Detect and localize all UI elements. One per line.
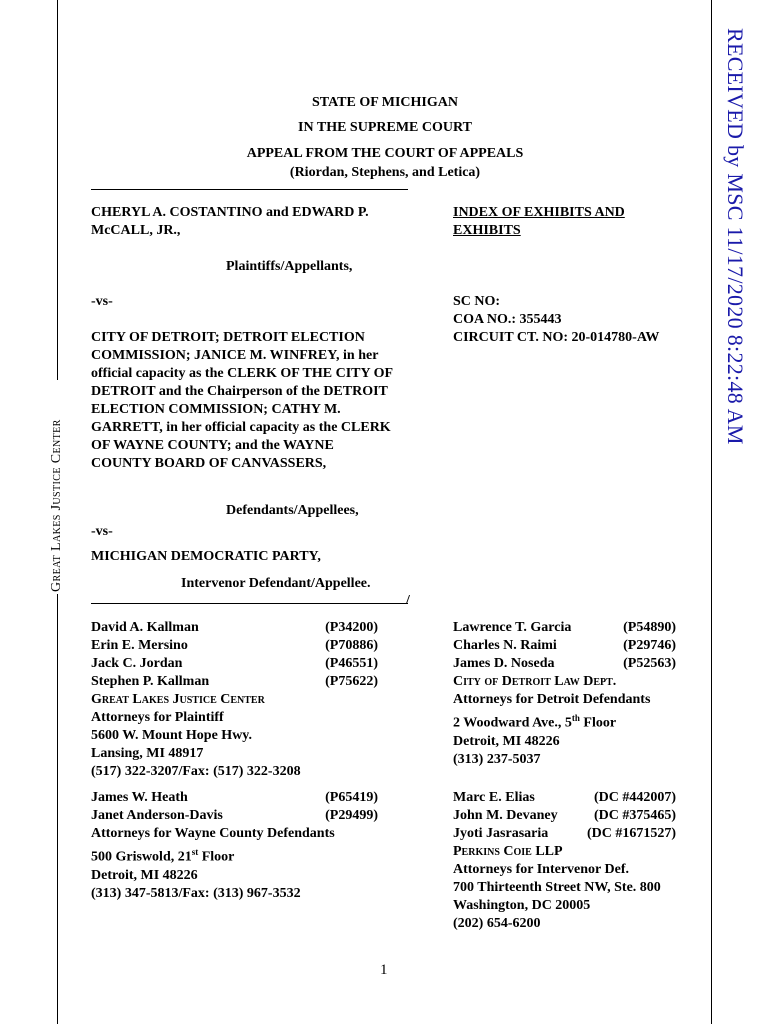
- caption-rule-top: [91, 189, 408, 190]
- attorney-name: Jack C. Jordan: [91, 656, 183, 671]
- address-line-1: 2 Woodward Ave., 5th Floor: [453, 713, 617, 731]
- counsel-block-wayne: [91, 789, 378, 903]
- counsel-role: Attorneys for Detroit Defendants: [453, 692, 651, 707]
- attorney-line: [91, 637, 378, 655]
- sc-no: SC NO:: [453, 294, 501, 309]
- address-line-1: 500 Griswold, 21st Floor: [91, 847, 235, 865]
- phone: (202) 654-6200: [453, 916, 541, 931]
- caption-rule-bottom: [91, 603, 408, 604]
- address-line-1: 5600 W. Mount Hope Hwy.: [91, 728, 253, 743]
- sidebar-firm-name: Great Lakes Justice Center: [49, 419, 64, 592]
- attorney-name: Stephen P. Kallman: [91, 674, 210, 689]
- attorney-line: [453, 789, 676, 807]
- defendants-role: Defendants/Appellees,: [226, 503, 359, 518]
- received-stamp: RECEIVED by MSC 11/17/2020 8:22:48 AM: [723, 28, 748, 445]
- attorney-line: [91, 789, 378, 807]
- counsel-block-plaintiff: [91, 619, 378, 781]
- plaintiffs-role: Plaintiffs/Appellants,: [226, 259, 353, 274]
- phone-fax: (517) 322-3207/Fax: (517) 322-3208: [91, 764, 301, 779]
- bar-number: (P70886): [325, 638, 378, 653]
- page-number: 1: [380, 962, 388, 978]
- bar-number: (P52563): [623, 656, 676, 671]
- phone-fax: (313) 347-5813/Fax: (313) 967-3532: [91, 885, 301, 901]
- counsel-block-intervenor: [453, 789, 676, 933]
- bar-number: (DC #1671527): [586, 826, 676, 841]
- bar-number: (P29499): [325, 808, 378, 823]
- attorney-name: Janet Anderson-Davis: [91, 808, 223, 823]
- attorney-name: Charles N. Raimi: [453, 638, 557, 653]
- bar-number: (DC #375465): [593, 808, 676, 823]
- address-line-1: 700 Thirteenth Street NW, Ste. 800: [453, 880, 661, 895]
- address-line-2: Detroit, MI 48226: [91, 867, 198, 883]
- bar-number: (P75622): [325, 674, 378, 689]
- attorney-line: [453, 619, 676, 637]
- coa-no: COA NO.: 355443: [453, 312, 562, 327]
- panel-judges: (Riordan, Stephens, and Letica): [289, 165, 481, 180]
- attorney-line: [91, 619, 378, 637]
- circuit-no: CIRCUIT CT. NO: 20-014780-AW: [453, 330, 660, 345]
- attorney-name: James D. Noseda: [453, 656, 555, 671]
- caption-slash: /: [406, 593, 410, 608]
- appeal-from: APPEAL FROM THE COURT OF APPEALS: [246, 146, 524, 161]
- vs-1: -vs-: [91, 294, 113, 309]
- intervenor-name: MICHIGAN DEMOCRATIC PARTY,: [91, 549, 321, 564]
- attorney-name: David A. Kallman: [91, 620, 199, 635]
- attorney-name: Erin E. Mersino: [91, 638, 188, 653]
- bar-number: (P34200): [325, 620, 378, 635]
- attorney-line: [453, 825, 676, 843]
- bar-number: (DC #442007): [593, 790, 676, 805]
- attorney-line: [453, 807, 676, 825]
- vs-2: -vs-: [91, 524, 113, 539]
- attorney-line: [91, 673, 378, 691]
- firm-name: Perkins Coie LLP: [453, 844, 563, 859]
- address-line-2: Washington, DC 20005: [453, 898, 591, 913]
- attorney-line: [91, 807, 378, 825]
- attorney-name: Lawrence T. Garcia: [453, 620, 572, 635]
- plaintiffs-names: CHERYL A. COSTANTINO and EDWARD P. McCALL, JR.,: [91, 205, 369, 238]
- firm-name: Great Lakes Justice Center: [91, 692, 265, 707]
- attorney-line: [91, 655, 378, 673]
- bar-number: (P29746): [623, 638, 676, 653]
- attorney-name: John M. Devaney: [453, 808, 558, 823]
- phone: (313) 237-5037: [453, 751, 541, 767]
- intervenor-role: Intervenor Defendant/Appellee.: [181, 576, 371, 591]
- bar-number: (P54890): [623, 620, 676, 635]
- counsel-role: Attorneys for Plaintiff: [91, 710, 224, 725]
- court-state: STATE OF MICHIGAN: [312, 95, 458, 110]
- attorney-line: [453, 637, 676, 655]
- bar-number: (P65419): [325, 790, 378, 805]
- defendants-names: CITY OF DETROIT; DETROIT ELECTION COMMISSION; JANICE M. WINFREY, in her official capacity as the CLERK OF THE CITY OF DETROIT and the Chairperson of the DETROIT ELECTION COMMISSION; CATHY M. GARRETT, in her official capacity as the CLERK OF WAYNE COUNTY; and the WAYNE COUNTY BOARD OF CANVASSERS,: [91, 330, 393, 471]
- counsel-block-detroit: [453, 619, 676, 769]
- attorney-name: James W. Heath: [91, 790, 188, 805]
- address-line-2: Lansing, MI 48917: [91, 746, 204, 761]
- attorney-name: Jyoti Jasrasaria: [453, 826, 549, 841]
- address-line-2: Detroit, MI 48226: [453, 733, 560, 749]
- bar-number: (P46551): [325, 656, 378, 671]
- attorney-name: Marc E. Elias: [453, 790, 535, 805]
- counsel-role: Attorneys for Intervenor Def.: [453, 862, 629, 877]
- court-name: IN THE SUPREME COURT: [298, 120, 472, 135]
- index-of-exhibits-title: INDEX OF EXHIBITS AND EXHIBITS: [453, 205, 625, 238]
- counsel-role: Attorneys for Wayne County Defendants: [91, 826, 335, 841]
- attorney-line: [453, 655, 676, 673]
- firm-name: City of Detroit Law Dept.: [453, 674, 617, 689]
